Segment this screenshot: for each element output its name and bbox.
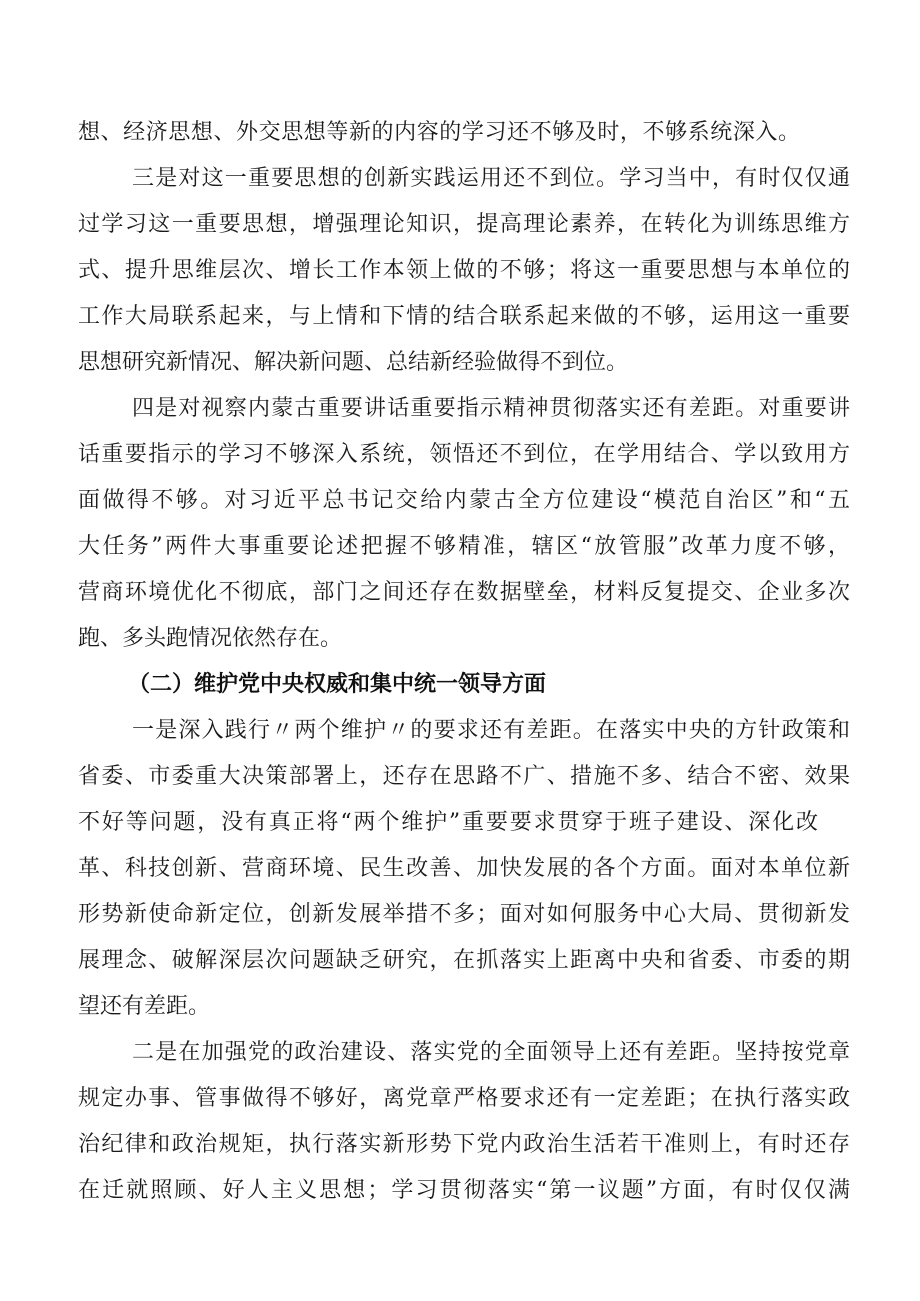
paragraph-line: 望还有差距。 [78, 994, 211, 1019]
paragraph-line: 面做得不够。对习近平总书记交给内蒙古全方位建设“模范自治区”和“五 [78, 488, 850, 513]
paragraph-line: 展理念、破解深层次问题缺乏研究，在抓落实上距离中央和省委、市委的期 [78, 948, 850, 973]
paragraph-line: 一是深入践行〃两个维护〃的要求还有差距。在落实中央的方针政策和 [132, 718, 850, 743]
paragraph-line: 营商环境优化不彻底，部门之间还存在数据壁垒，材料反复提交、企业多次 [78, 580, 850, 605]
paragraph-line: 二是在加强党的政治建设、落实党的全面领导上还有差距。坚持按党章 [132, 1040, 850, 1065]
paragraph-line: 革、科技创新、营商环境、民生改善、加快发展的各个方面。面对本单位新 [78, 856, 850, 881]
paragraph-line: 思想研究新情况、解决新问题、总结新经验做得不到位。 [78, 350, 629, 375]
paragraph-line: 三是对这一重要思想的创新实践运用还不到位。学习当中，有时仅仅通 [132, 166, 850, 191]
paragraph-line: 式、提升思维层次、增长工作本领上做的不够；将这一重要思想与本单位的 [78, 258, 850, 283]
paragraph-line: 大任务”两件大事重要论述把握不够精准，辖区“放管服”改革力度不够， [78, 534, 850, 559]
section-heading: （二）维护党中央权威和集中统一领导方面 [128, 672, 547, 697]
text-line: 想、经济思想、外交思想等新的内容的学习还不够及时，不够系统深入。 [78, 120, 800, 145]
paragraph-line: 在迁就照顾、好人主义思想；学习贯彻落实“第一议题”方面，有时仅仅满 [78, 1178, 850, 1203]
paragraph-line: 工作大局联系起来，与上情和下情的结合联系起来做的不够，运用这一重要 [78, 304, 850, 329]
paragraph-line: 治纪律和政治规矩，执行落实新形势下党内政治生活若干准则上，有时还存 [78, 1132, 850, 1157]
paragraph-line: 过学习这一重要思想，增强理论知识，提高理论素养，在转化为训练思维方 [78, 212, 850, 237]
paragraph-line: 话重要指示的学习不够深入系统，领悟还不到位，在学用结合、学以致用方 [78, 442, 850, 467]
paragraph-line: 跑、多头跑情况依然存在。 [78, 626, 343, 651]
paragraph-line: 省委、市委重大决策部署上，还存在思路不广、措施不多、结合不密、效果 [78, 764, 850, 789]
paragraph-line: 规定办事、管事做得不够好，离党章严格要求还有一定差距；在执行落实政 [78, 1086, 850, 1111]
paragraph-line: 不好等问题，没有真正将“两个维护”重要要求贯穿于班子建设、深化改 [78, 810, 818, 835]
paragraph-line: 形势新使命新定位，创新发展举措不多；面对如何服务中心大局、贯彻新发 [78, 902, 850, 927]
paragraph-line: 四是对视察内蒙古重要讲话重要指示精神贯彻落实还有差距。对重要讲 [132, 396, 850, 421]
